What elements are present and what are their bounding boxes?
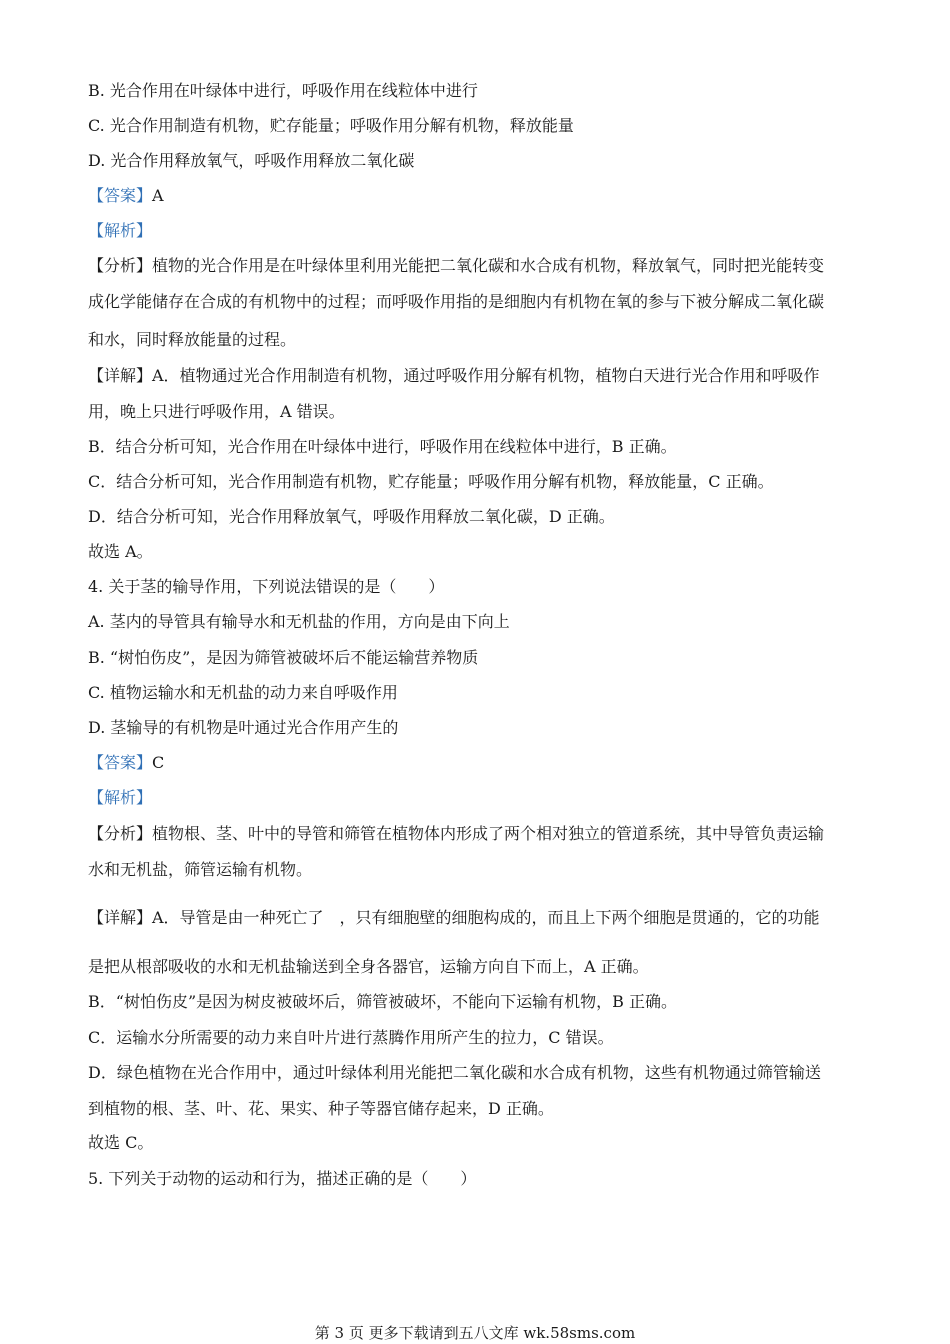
text-line [88, 81, 868, 101]
text-line [88, 366, 868, 386]
line-text: B. 光合作用在叶绿体中进行，呼吸作用在线粒体中进行 [88, 81, 478, 100]
line-text: C. 光合作用制造有机物，贮存能量；呼吸作用分解有机物，释放能量 [88, 116, 574, 135]
line-text: 故选 A。 [88, 542, 153, 561]
text-line [88, 116, 868, 136]
line-text: A. 茎内的导管具有输导水和无机盐的作用，方向是由下向上 [88, 612, 510, 631]
section-tag: 【解析】 [88, 221, 153, 240]
text-line [88, 507, 868, 527]
text-line [88, 908, 868, 928]
text-line [88, 1133, 868, 1153]
line-text: B．“树怕伤皮”是因为树皮被破坏后，筛管被破坏，不能向下运输有机物，B 正确。 [88, 992, 677, 1011]
section-tag: 【解析】 [88, 788, 153, 807]
line-text: 【详解】A．导管是由一种死亡了 ，只有细胞壁的细胞构成的，而且上下两个细胞是贯通的，它的功能 [88, 908, 820, 927]
text-line [88, 957, 868, 977]
line-text: D．绿色植物在光合作用中，通过叶绿体利用光能把二氧化碳和水合成有机物，这些有机物通过筛管输送 [88, 1063, 821, 1082]
line-text: 是把从根部吸收的水和无机盐输送到全身各器官，运输方向自下而上，A 正确。 [88, 957, 649, 976]
text-line [88, 151, 868, 171]
line-text: B．结合分析可知，光合作用在叶绿体中进行，呼吸作用在线粒体中进行，B 正确。 [88, 437, 677, 456]
line-text: 【分析】植物根、茎、叶中的导管和筛管在植物体内形成了两个相对独立的管道系统，其中导管负责运输 [88, 824, 825, 843]
line-text: B. “树怕伤皮”，是因为筛管被破坏后不能运输营养物质 [88, 648, 479, 667]
text-line [88, 788, 868, 808]
text-line [88, 648, 868, 668]
line-text: 【详解】A．植物通过光合作用制造有机物，通过呼吸作用分解有机物，植物白天进行光合作用和呼吸作 [88, 366, 820, 385]
text-line [88, 256, 868, 276]
line-text: 成化学能储存在合成的有机物中的过程；而呼吸作用指的是细胞内有机物在氧的参与下被分解成二氧化碳 [88, 292, 825, 311]
line-text: 到植物的根、茎、叶、花、果实、种子等器官储存起来，D 正确。 [88, 1099, 554, 1118]
text-line [88, 472, 868, 492]
text-line [88, 683, 868, 703]
text-line [88, 186, 868, 206]
text-line [88, 402, 868, 422]
line-text: C．结合分析可知，光合作用制造有机物，贮存能量；呼吸作用分解有机物，释放能量，C 正确。 [88, 472, 774, 491]
text-line [88, 1099, 868, 1119]
line-text: C [152, 753, 165, 772]
text-line [88, 1028, 868, 1048]
line-text: D. 茎输导的有机物是叶通过光合作用产生的 [88, 718, 399, 737]
text-line [88, 824, 868, 844]
section-tag: 【答案】 [88, 753, 153, 772]
text-line [88, 542, 868, 562]
text-line [88, 1169, 868, 1189]
line-text: A [152, 186, 164, 205]
line-text: D. 光合作用释放氧气，呼吸作用释放二氧化碳 [88, 151, 415, 170]
text-line [88, 612, 868, 632]
line-text: C. 植物运输水和无机盐的动力来自呼吸作用 [88, 683, 398, 702]
line-text: C．运输水分所需要的动力来自叶片进行蒸腾作用所产生的拉力，C 错误。 [88, 1028, 614, 1047]
text-line [88, 860, 868, 880]
section-tag: 【答案】 [88, 186, 153, 205]
line-text: 用，晚上只进行呼吸作用，A 错误。 [88, 402, 345, 421]
text-line [88, 718, 868, 738]
line-text: 水和无机盐，筛管运输有机物。 [88, 860, 313, 879]
line-text: 故选 C。 [88, 1133, 154, 1152]
text-line [88, 330, 868, 350]
text-line [88, 437, 868, 457]
line-text: D．结合分析可知，光合作用释放氧气，呼吸作用释放二氧化碳，D 正确。 [88, 507, 615, 526]
line-text: 5. 下列关于动物的运动和行为，描述正确的是（ ） [88, 1169, 477, 1188]
text-line [88, 221, 868, 241]
text-line [88, 577, 868, 597]
text-line [88, 1063, 868, 1083]
page-footer: 第 3 页 更多下载请到五八文库 wk.58sms.com [314, 1324, 636, 1342]
line-text: 【分析】植物的光合作用是在叶绿体里利用光能把二氧化碳和水合成有机物，释放氧气，同时把光能转变 [88, 256, 825, 275]
text-line [88, 292, 868, 312]
line-text: 4. 关于茎的输导作用，下列说法错误的是（ ） [88, 577, 445, 596]
text-line [88, 753, 868, 773]
text-line [88, 992, 868, 1012]
line-text: 和水，同时释放能量的过程。 [88, 330, 297, 349]
